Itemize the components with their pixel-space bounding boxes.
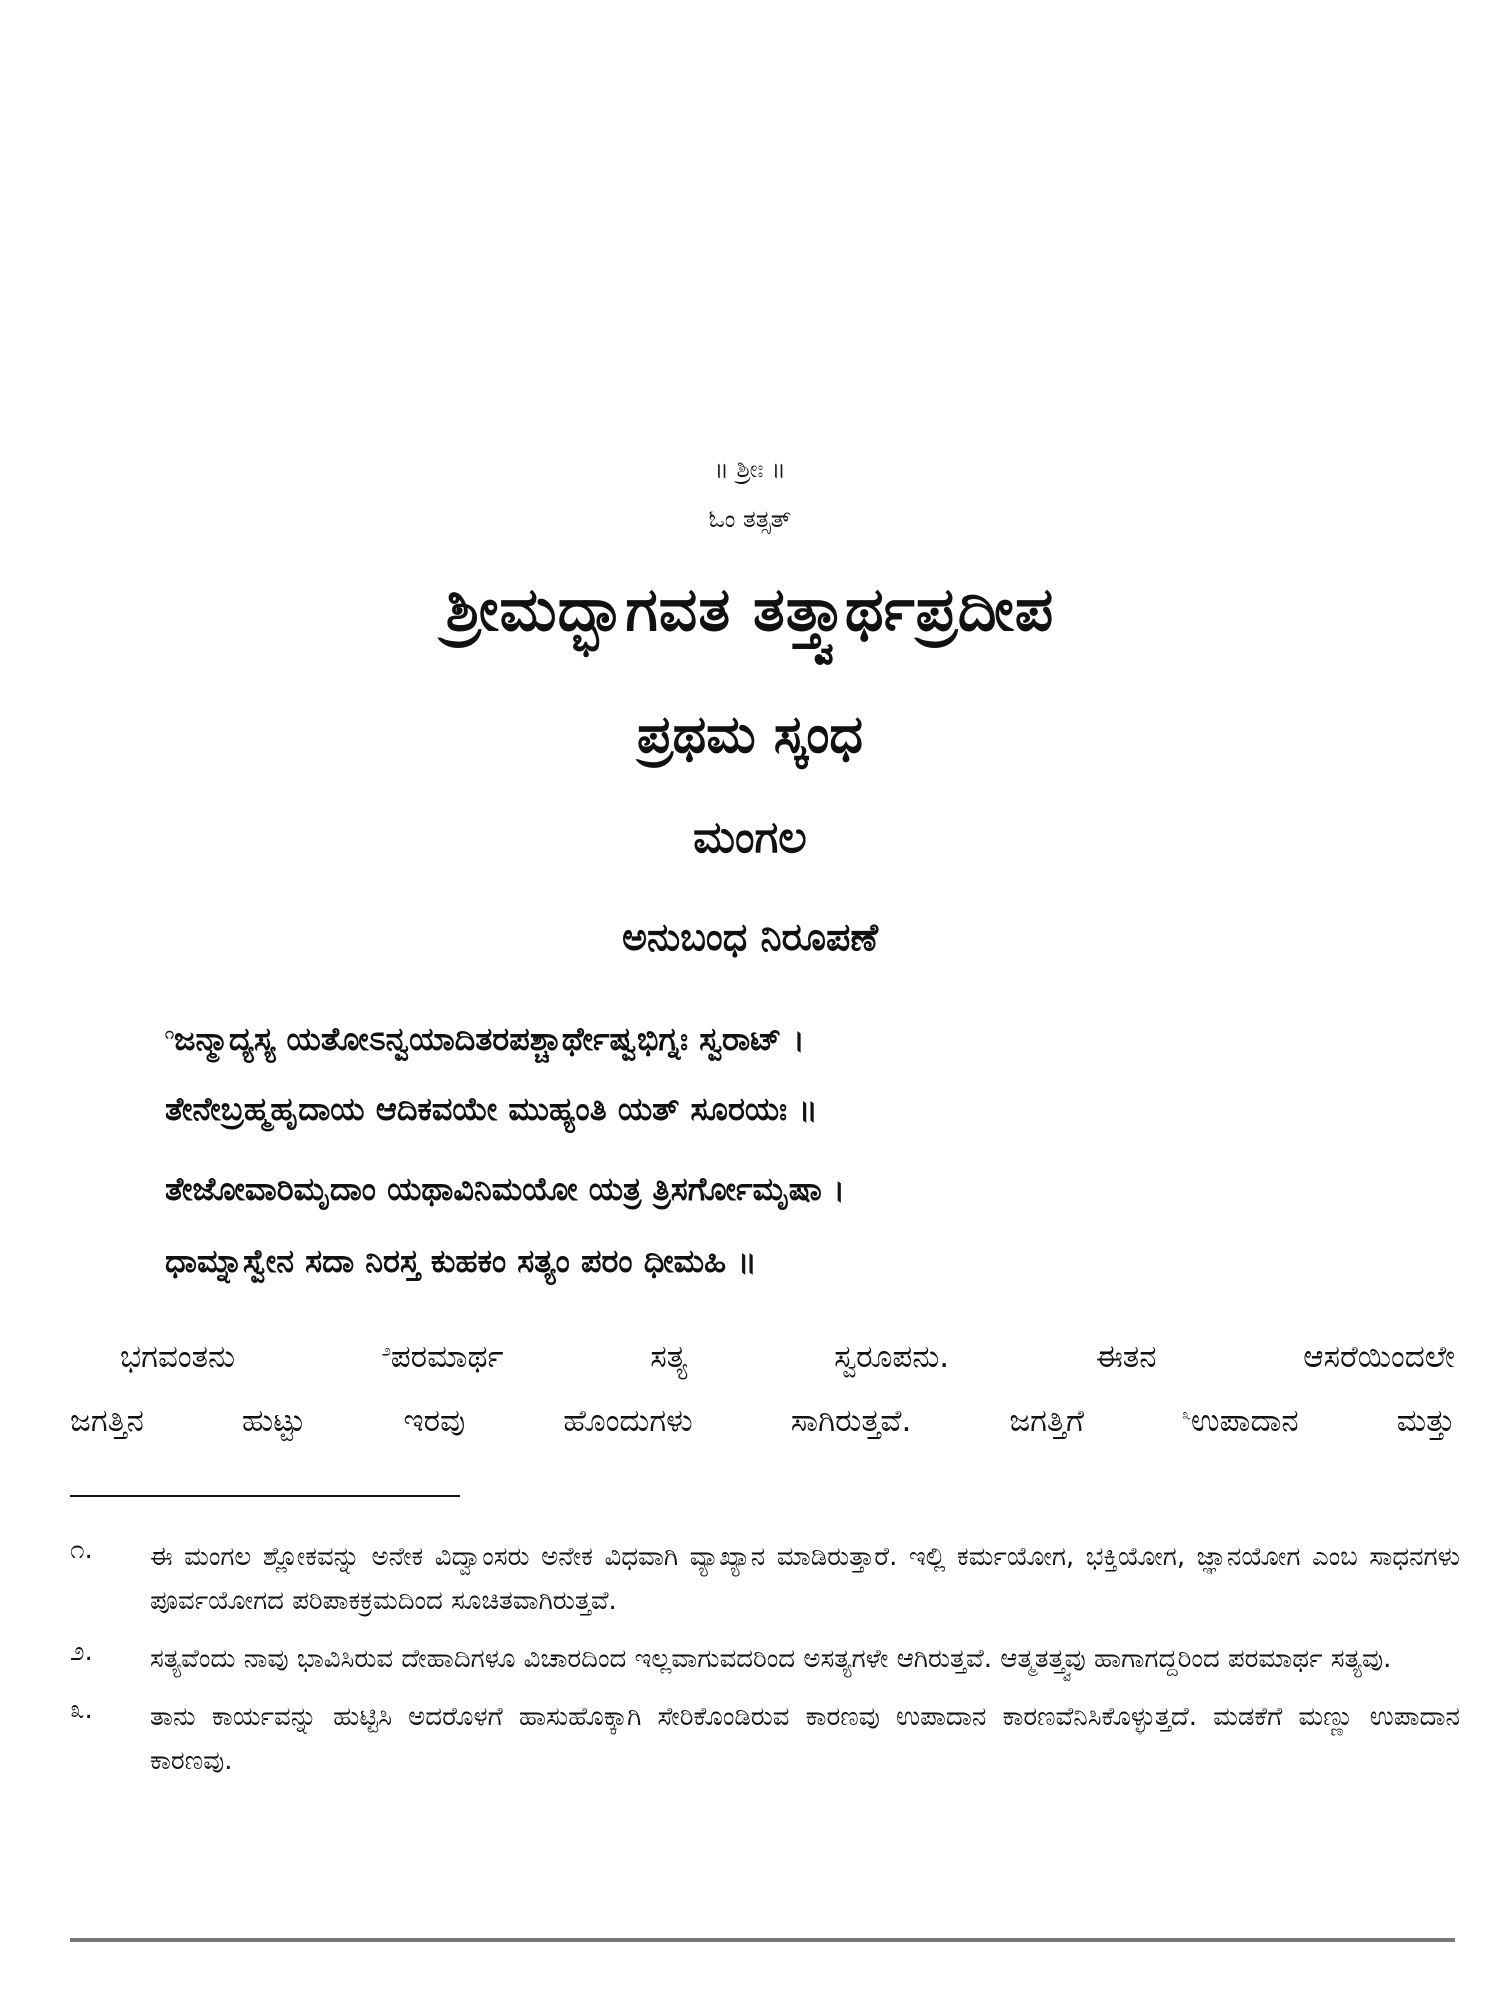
- footnote-item: [70, 1637, 1460, 1681]
- footnote-marker-3: ೩: [1181, 1404, 1191, 1424]
- verse-line-3: ತೇಜೋವಾರಿಮೃದಾಂ ಯಥಾವಿನಿಮಯೋ ಯತ್ರ ತ್ರಿಸರ್ಗೋಮೃಷಾ ।: [165, 1170, 846, 1208]
- footnote-number: ೧.: [70, 1535, 93, 1565]
- paragraph-line-1: [70, 1325, 1455, 1389]
- paragraph-text: ಉಪಾದಾನ ಮತ್ತು: [1190, 1403, 1455, 1439]
- footnote-number: ೩.: [70, 1695, 93, 1725]
- book-title: ಶ್ರೀಮದ್ಭಾಗವತ ತತ್ತ್ವಾರ್ಥಪ್ರದೀಪ: [445, 575, 1055, 645]
- paragraph-line-2: [70, 1389, 1455, 1453]
- body-paragraph: [70, 1325, 1455, 1453]
- footnote-text: ಸತ್ಯವೆಂದು ನಾವು ಭಾವಿಸಿರುವ ದೇಹಾದಿಗಳೂ ವಿಚಾರದಿಂದ ಇಲ್ಲವಾಗುವದರಿಂದ ಅಸತ್ಯಗಳೇ ಆಗಿರುತ್ತವೆ. ಆತ್ಮತತ್ತ್ವವು ಹಾಗಾಗದ್ದರಿಂದ ಪರಮಾರ್ಥ ಸತ್ಯವು.: [150, 1644, 1392, 1674]
- footnotes: [70, 1535, 1460, 1797]
- mangala-heading: ಮಂಗಲ: [693, 812, 807, 863]
- skandha-heading: ಪ್ರಥಮ ಸ್ಕಂಧ: [637, 705, 863, 765]
- footnote-separator: [70, 1495, 460, 1497]
- page-bottom-rule: [70, 1938, 1455, 1942]
- footnote-text: ಈ ಮಂಗಲ ಶ್ಲೋಕವನ್ನು ಅನೇಕ ವಿದ್ವಾಂಸರು ಅನೇಕ ವಿಧವಾಗಿ ವ್ಯಾಖ್ಯಾನ ಮಾಡಿರುತ್ತಾರೆ. ಇಲ್ಲಿ ಕರ್ಮಯೋಗ, ಭಕ್ತಿಯೋಗ, ಜ್ಞಾನಯೋಗ ಎಂಬ ಸಾಧನಗಳು ಪೂರ್ವಯೋಗದ ಪರಿಪಾಕಕ್ರಮದಿಂದ ಸೂಚಿತವಾಗಿರುತ್ತವೆ.: [150, 1542, 1460, 1616]
- om-tatsat-line: ಓಂ ತತ್ಸತ್: [708, 505, 792, 533]
- invocation-line: ॥ ಶ್ರೀಃ ॥: [714, 455, 786, 483]
- paragraph-text: ಭಗವಂತನು: [120, 1339, 236, 1375]
- footnote-marker-1: ೧: [165, 1023, 174, 1043]
- paragraph-text: ಜಗತ್ತಿನ ಹುಟ್ಟು ಇರವು ಹೊಂದುಗಳು ಸಾಗಿರುತ್ತವೆ. ಜಗತ್ತಿಗೆ: [70, 1403, 1085, 1439]
- footnote-item: [70, 1535, 1460, 1623]
- verse-line-4: ಧಾಮ್ನಾಸ್ವೇನ ಸದಾ ನಿರಸ್ತ ಕುಹಕಂ ಸತ್ಯಂ ಪರಂ ಧೀಮಹಿ ॥: [165, 1242, 757, 1280]
- footnote-marker-2: ೨: [381, 1340, 391, 1360]
- section-heading: ಅನುಬಂಧ ನಿರೂಪಣೆ: [621, 915, 879, 959]
- verse-line-2: ತೇನೇಬ್ರಹ್ಮಹೃದಾಯ ಆದಿಕವಯೇ ಮುಹ್ಯಂತಿ ಯತ್ ಸೂರಯಃ ॥: [165, 1090, 818, 1128]
- footnote-item: [70, 1695, 1460, 1783]
- verse-line-1: [165, 1020, 1445, 1059]
- paragraph-text: ಪರಮಾರ್ಥ ಸತ್ಯ ಸ್ವರೂಪನು. ಈತನ ಆಸರೆಯಿಂದಲೇ: [390, 1339, 1455, 1375]
- footnote-number: ೨.: [70, 1637, 93, 1667]
- footnote-text: ತಾನು ಕಾರ್ಯವನ್ನು ಹುಟ್ಟಿಸಿ ಅದರೊಳಗೆ ಹಾಸುಹೊಕ್ಕಾಗಿ ಸೇರಿಕೊಂಡಿರುವ ಕಾರಣವು ಉಪಾದಾನ ಕಾರಣವೆನಿಸಿಕೊಳ್ಳುತ್ತದೆ. ಮಡಕೆಗೆ ಮಣ್ಣು ಉಪಾದಾನ ಕಾರಣವು.: [150, 1702, 1460, 1776]
- verse-line-1-text: ಜನ್ಮಾದ್ಯಸ್ಯ ಯತೋಽನ್ವಯಾದಿತರಪಶ್ಚಾರ್ಥೇಷ್ವಭಿಗ್ನಃ ಸ್ವರಾಟ್ ।: [173, 1020, 805, 1058]
